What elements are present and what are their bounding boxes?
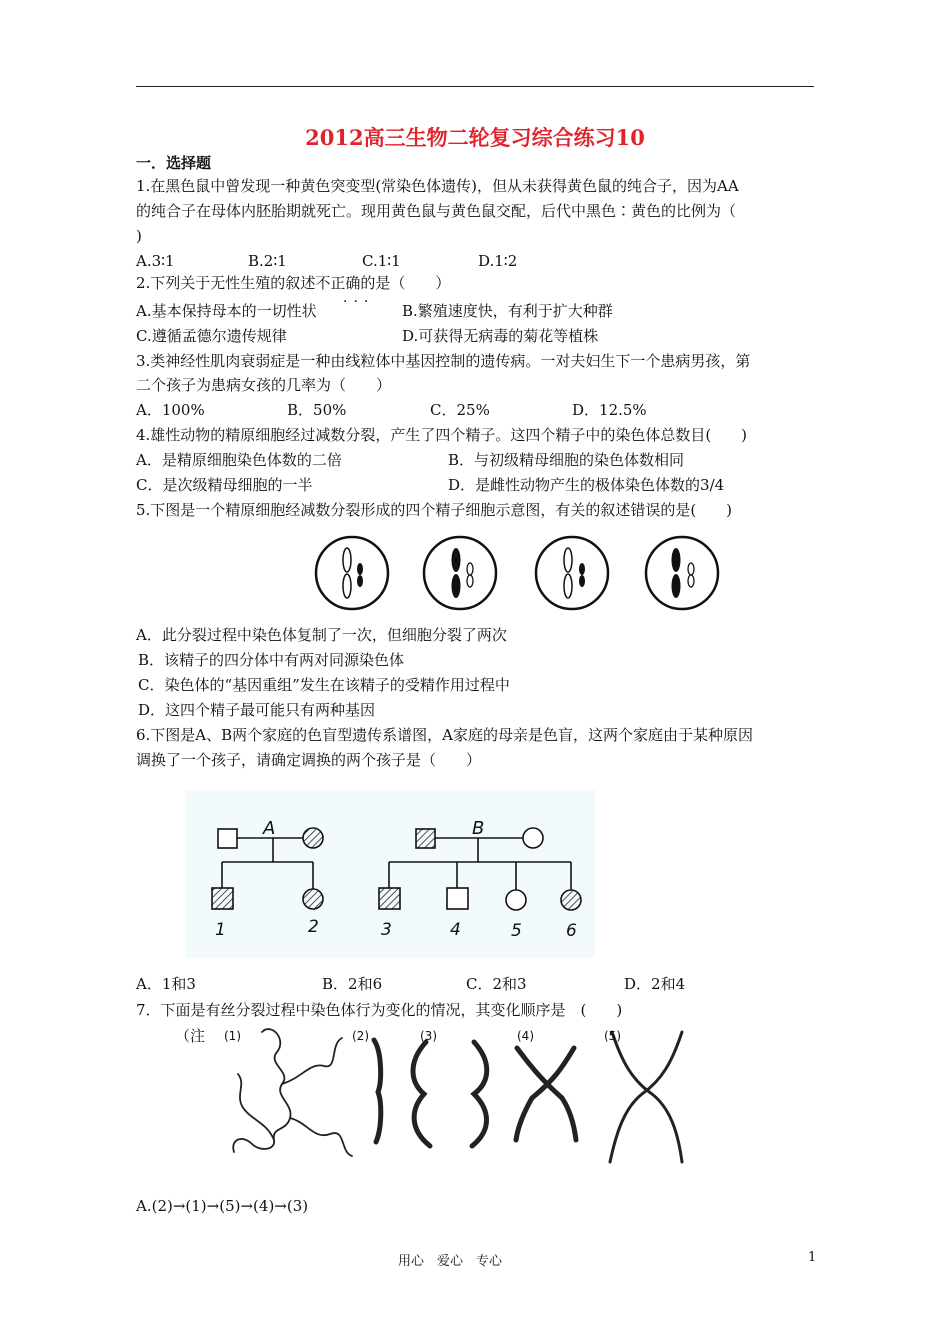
child-4 [447, 888, 468, 909]
q1-stem-line3: ) [136, 227, 142, 245]
stage-2-chromosome [374, 1040, 381, 1142]
q3-option-d: D．12.5% [572, 401, 647, 419]
stage-label-3: (3) [420, 1029, 437, 1043]
family-a-mother [303, 828, 323, 848]
q4-stem: 4.雄性动物的精原细胞经过减数分裂，产生了四个精子。这四个精子中的染色体总数目( ) [136, 426, 748, 444]
q3-stem-line1: 3.类神经性肌肉衰弱症是一种由线粒体中基因控制的遗传病。一对夫妇生下一个患病男孩，第 [136, 352, 751, 370]
sperm-cell-2 [424, 537, 496, 609]
q1-stem-line1: 1.在黑色鼠中曾发现一种黄色突变型(常染色体遗传)，但从未获得黄色鼠的纯合子，因为AA [136, 177, 739, 195]
family-a-father [218, 829, 237, 848]
family-b-mother [523, 828, 543, 848]
q5-stem: 5.下图是一个精原细胞经减数分裂形成的四个精子细胞示意图，有关的叙述错误的是( ) [136, 501, 733, 519]
q3-option-a: A．100% [136, 401, 205, 419]
stage-1-chromatin [233, 1029, 352, 1156]
sperm-cell-4 [646, 537, 718, 609]
document-title: 2012高三生物二轮复习综合练习10 [305, 125, 645, 150]
q7-stem: 7．下面是有丝分裂过程中染色体行为变化的情况，其变化顺序是 ( ) [136, 1001, 623, 1019]
stage-label-1: (1) [224, 1029, 241, 1043]
q3-stem-line2: 二个孩子为患病女孩的几率为（ ） [136, 376, 392, 394]
stage-label-5: (5) [604, 1029, 621, 1043]
child-1 [212, 888, 233, 909]
section-heading: 一．选择题 [136, 154, 212, 172]
q6-option-c: C．2和3 [466, 975, 527, 993]
pedigree-chart [185, 790, 595, 960]
header-rule [136, 86, 814, 87]
q6-option-d: D．2和4 [624, 975, 686, 993]
q2-option-d: D.可获得无病毒的菊花等植株 [402, 327, 599, 345]
emphasis-dots: ... [343, 290, 375, 306]
q4-option-b: B．与初级精母细胞的染色体数相同 [448, 451, 685, 469]
q4-option-c: C．是次级精母细胞的一半 [136, 476, 313, 494]
q6-option-b: B．2和6 [322, 975, 383, 993]
q5-option-b: B．该精子的四分体中有两对同源染色体 [138, 651, 405, 669]
q7-note: （注 [175, 1027, 206, 1045]
stage-4-chromosome [516, 1048, 576, 1140]
q2-option-a: A.基本保持母本的一切性状 [136, 302, 317, 320]
q5-option-d: D．这四个精子最可能只有两种基因 [138, 701, 376, 719]
q5-option-c: C．染色体的“基因重组”发生在该精子的受精作用过程中 [138, 676, 510, 694]
q6-stem-line2: 调换了一个孩子，请确定调换的两个孩子是（ ） [136, 751, 482, 769]
q4-option-a: A．是精原细胞染色体数的二倍 [136, 451, 342, 469]
sperm-cell-3 [536, 537, 608, 609]
q1-option-b: B.2∶1 [248, 252, 287, 270]
child-label-5: 5 [511, 921, 522, 941]
stage-3-chromatids [413, 1042, 487, 1146]
q1-option-d: D.1∶2 [478, 252, 518, 270]
page-number: 1 [808, 1250, 817, 1265]
q3-option-b: B．50% [287, 401, 347, 419]
family-a-label: A [263, 818, 276, 839]
child-3 [379, 888, 400, 909]
stage-5-chromosome [610, 1032, 682, 1162]
q5-option-a: A．此分裂过程中染色体复制了一次，但细胞分裂了两次 [136, 626, 507, 644]
family-b-father [416, 829, 435, 848]
child-label-3: 3 [381, 920, 392, 940]
mitosis-stages-figure [212, 1022, 702, 1172]
q2-option-c: C.遵循孟德尔遗传规律 [136, 327, 287, 345]
child-label-6: 6 [566, 921, 577, 941]
stage-label-2: (2) [352, 1029, 369, 1043]
child-label-4: 4 [450, 920, 461, 940]
q7-option-a: A.(2)→(1)→(5)→(4)→(3) [136, 1197, 309, 1215]
child-5 [506, 890, 526, 910]
stage-label-4: (4) [517, 1029, 534, 1043]
q3-option-c: C．25% [430, 401, 490, 419]
child-label-2: 2 [308, 917, 319, 937]
sperm-cells-figure [310, 528, 730, 618]
q6-stem-line1: 6.下图是A、B两个家庭的色盲型遗传系谱图，A家庭的母亲是色盲，这两个家庭由于某种原因 [136, 726, 754, 744]
sperm-cell-1 [316, 537, 388, 609]
q2-option-b: B.繁殖速度快，有利于扩大种群 [402, 302, 613, 320]
child-6 [561, 890, 581, 910]
child-label-1: 1 [215, 920, 226, 940]
child-2 [303, 889, 323, 909]
q1-option-c: C.1∶1 [362, 252, 401, 270]
family-b-label: B [472, 818, 485, 839]
q6-option-a: A．1和3 [136, 975, 196, 993]
q4-option-d: D．是雌性动物产生的极体染色体数的3/4 [448, 476, 725, 494]
q2-stem: 2.下列关于无性生殖的叙述不正确的是（ ） [136, 274, 451, 292]
footer-motto: 用心 爱心 专心 [398, 1254, 503, 1269]
q1-stem-line2: 的纯合子在母体内胚胎期就死亡。现用黄色鼠与黄色鼠交配，后代中黑色∶黄色的比例为（ [136, 202, 737, 220]
q1-option-a: A.3∶1 [136, 252, 175, 270]
